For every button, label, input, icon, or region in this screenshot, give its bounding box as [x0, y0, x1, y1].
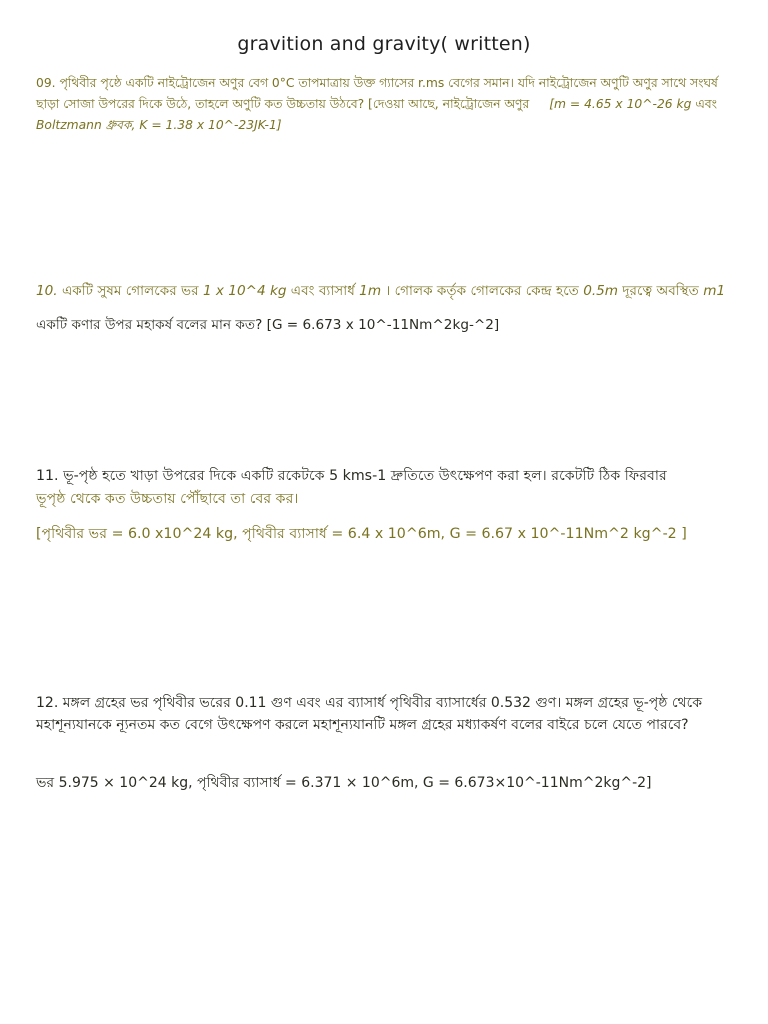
question-10-mass: 1 x 10^4 kg: [202, 283, 287, 299]
question-10: [36, 280, 736, 302]
question-10-number: 10.: [36, 283, 58, 299]
question-10-distance: 0.5m: [583, 283, 619, 299]
question-10-m1: m1: [703, 283, 726, 299]
question-10-text-4: দূরত্বে অবস্থিত: [618, 283, 704, 299]
question-11-given: [পৃথিবীর ভর = 6.0 x10^24 kg, পৃথিবীর ব্যাসার্ধ = 6.4 x 10^6m, G = 6.67 x 10^-11Nm^2 kg^-2 ]: [36, 526, 687, 542]
question-11: [36, 465, 736, 511]
question-9: [36, 73, 736, 136]
question-10-text-1: একটি সুষম গোলকের ভর: [57, 283, 203, 299]
question-11-part-2: ভূপৃষ্ঠ থেকে কত উচ্চতায় পৌঁছাবে তা বের কর।: [36, 491, 299, 507]
question-9-mass: [m = 4.65 x 10^-26 kg: [549, 97, 692, 111]
question-10-text-3: । গোলক কর্তৃক গোলকের কেন্দ্র হতে: [381, 283, 584, 299]
question-10-line-2: একটি কণার উপর মহাকর্ষ বলের মান কত? [G = 6.673 x 10^-11Nm^2kg-^2]: [36, 317, 500, 333]
question-10-radius: 1m: [359, 283, 382, 299]
question-10-text-2: এবং ব্যাসার্ধ: [286, 283, 360, 299]
page-title: gravition and gravity( written): [237, 33, 531, 55]
question-9-boltzmann: Boltzmann ধ্রুবক, K = 1.38 x 10^-23JK-1]: [36, 118, 282, 132]
question-12: 12. মঙ্গল গ্রহের ভর পৃথিবীর ভরের 0.11 গুণ এবং এর ব্যাসার্ধ পৃথিবীর ব্যাসার্ধের 0.532 গুণ। মঙ্গল গ্রহের ভূ-পৃষ্ঠ থেকে মহাশূন্যযানকে ন্যূনতম কত বেগে উৎক্ষেপণ করলে মহাশূন্যযানটি মঙ্গল গ্রহের মধ্যাকর্ষণ বলের বাইরে চলে যেতে পারবে?: [36, 695, 702, 733]
question-12-given: ভর 5.975 × 10^24 kg, পৃথিবীর ব্যাসার্ধ = 6.371 × 10^6m, G = 6.673×10^-11Nm^2kg^-2]: [36, 775, 652, 791]
question-11-part-1: 11. ভূ-পৃষ্ঠ হতে খাড়া উপরের দিকে একটি রকেটকে 5 kms-1 দ্রুতিতে উৎক্ষেপণ করা হল। রকেটটি ঠিক ফিরবার: [36, 468, 667, 484]
question-9-text: 09. পৃথিবীর পৃষ্ঠে একটি নাইট্রোজেন অণুর বেগ 0°C তাপমাত্রায় উক্ত গ্যাসের r.ms বেগের সমান। যদি নাইট্রোজেন অণুটি অণুর সাথে সংঘর্ষ ছাড়া সোজা উপরের দিকে উঠে, তাহলে অণুটি কত উচ্চতায় উঠবে? [দেওয়া আছে, নাইট্রোজেন অণুর: [36, 76, 718, 111]
question-9-and: এবং: [695, 97, 717, 111]
